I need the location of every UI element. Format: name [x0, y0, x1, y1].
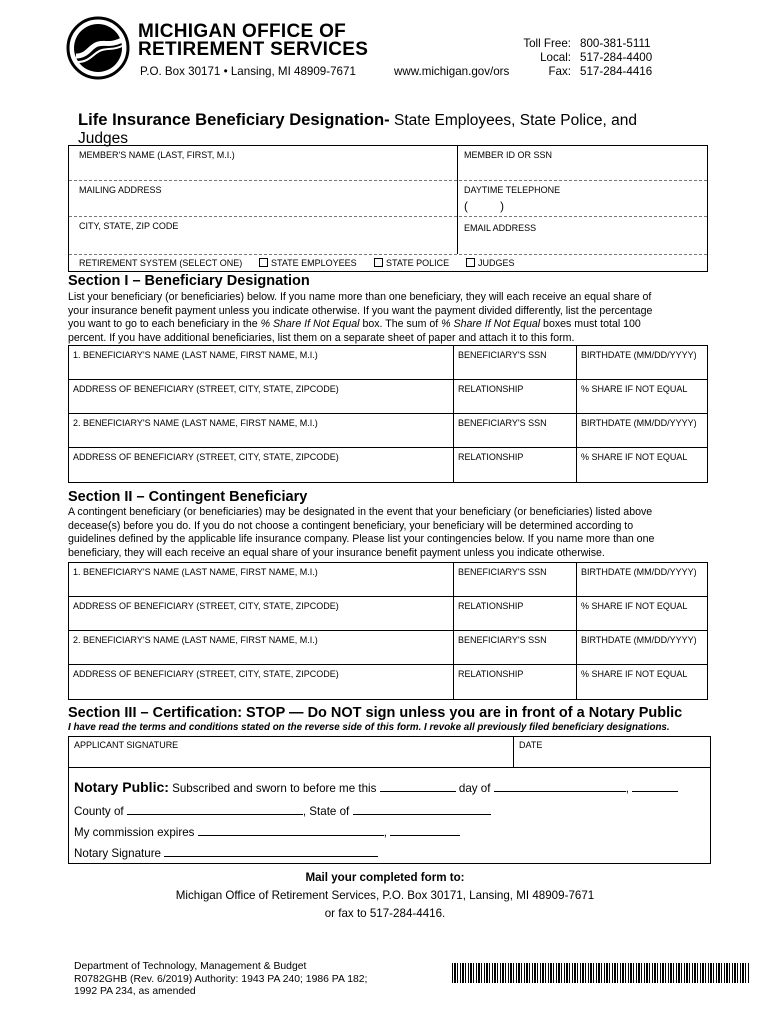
toll-free-number: 800-381-5111 [580, 37, 651, 50]
notary-month-input[interactable] [494, 780, 626, 792]
commission-expires-input[interactable] [198, 824, 384, 836]
mail-address: Michigan Office of Retirement Services, P.O. Box 30171, Lansing, MI 48909-7671 [175, 889, 595, 902]
option-state-police[interactable]: STATE POLICE [374, 258, 449, 269]
s1-r1-share-field[interactable]: % SHARE IF NOT EQUAL [576, 379, 708, 414]
local-number: 517-284-4400 [580, 51, 653, 64]
checkbox-icon[interactable] [374, 258, 383, 267]
county-state-line: County of , State of [74, 803, 491, 818]
fax-number: 517-284-4416 [580, 65, 653, 78]
retirement-system-label: RETIREMENT SYSTEM (SELECT ONE) [79, 258, 243, 268]
notary-day-input[interactable] [380, 780, 456, 792]
mail-fax: or fax to 517-284-4416. [324, 907, 446, 920]
org-name-line1: MICHIGAN OFFICE OF [138, 21, 347, 42]
s1-r2-address-field[interactable]: ADDRESS OF BENEFICIARY (STREET, CITY, STATE, ZIPCODE) [68, 447, 454, 483]
member-info-box [68, 145, 708, 272]
s1-r1-birthdate-field[interactable]: BIRTHDATE (MM/DD/YYYY) [576, 345, 708, 380]
option-judges[interactable]: JUDGES [466, 258, 515, 269]
s2-r1-birthdate-field[interactable]: BIRTHDATE (MM/DD/YYYY) [576, 562, 708, 597]
s2-r2-share-field[interactable]: % SHARE IF NOT EQUAL [576, 664, 708, 700]
local-label: Local: [540, 51, 571, 64]
s2-r2-name-field[interactable]: 2. BENEFICIARY'S NAME (LAST NAME, FIRST NAME, M.I.) [68, 630, 454, 665]
footer-authority: 1992 PA 234, as amended [74, 986, 196, 997]
s1-r2-share-field[interactable]: % SHARE IF NOT EQUAL [576, 447, 708, 483]
s1-r1-ssn-field[interactable]: BENEFICIARY'S SSN [453, 345, 577, 380]
section2-paragraph: A contingent beneficiary (or beneficiaries) may be designated in the event that your beneficiary (or beneficiaries) listed above decease(s) before you do. If you do not choose a contingent beneficiary, your beneficiary will be determined according to guidelines defined by the applicable life insurance company. Please list your contingencies below. If you name more than one beneficiary, they will each receive an equal share of your insurance benefit payment unless you indicate otherwise. [68, 506, 655, 559]
s1-r2-relationship-field[interactable]: RELATIONSHIP [453, 447, 577, 483]
notary-signature-line: Notary Signature [74, 845, 378, 860]
s1-r1-relationship-field[interactable]: RELATIONSHIP [453, 379, 577, 414]
s2-r1-name-field[interactable]: 1. BENEFICIARY'S NAME (LAST NAME, FIRST NAME, M.I.) [68, 562, 454, 597]
date-field[interactable]: DATE [519, 740, 543, 750]
s1-r1-name-field[interactable]: 1. BENEFICIARY'S NAME (LAST NAME, FIRST NAME, M.I.) [68, 345, 454, 380]
member-id-field[interactable]: MEMBER ID OR SSN [464, 150, 553, 160]
checkbox-icon[interactable] [259, 258, 268, 267]
s2-r1-address-field[interactable]: ADDRESS OF BENEFICIARY (STREET, CITY, STATE, ZIPCODE) [68, 596, 454, 631]
contact-labels [480, 37, 571, 79]
po-box-address: P.O. Box 30171 • Lansing, MI 48909-7671 [140, 65, 356, 78]
notary-signature-input[interactable] [164, 845, 378, 857]
certification-notice: I have read the terms and conditions stated on the reverse side of this form. I revoke all previously filed beneficiary designations. [68, 722, 670, 733]
s2-r2-ssn-field[interactable]: BENEFICIARY'S SSN [453, 630, 577, 665]
section3-heading: Section III – Certification: STOP — Do NOT sign unless you are in front of a Notary Public [68, 705, 683, 721]
s2-r1-relationship-field[interactable]: RELATIONSHIP [453, 596, 577, 631]
website-link[interactable]: www.michigan.gov/ors [394, 65, 510, 78]
fax-label: Fax: [548, 65, 571, 78]
footer-form-number: R0782GHB (Rev. 6/2019) Authority: 1943 PA 240; 1986 PA 182; [74, 973, 368, 985]
section1-heading: Section I – Beneficiary Designation [68, 273, 310, 289]
s2-r1-share-field[interactable]: % SHARE IF NOT EQUAL [576, 596, 708, 631]
s2-r2-address-field[interactable]: ADDRESS OF BENEFICIARY (STREET, CITY, STATE, ZIPCODE) [68, 664, 454, 700]
form-title-bold: Life Insurance Beneficiary Designation- [78, 110, 390, 129]
section2-heading: Section II – Contingent Beneficiary [68, 489, 308, 505]
applicant-signature-field[interactable]: APPLICANT SIGNATURE [74, 740, 179, 750]
org-name-line2: RETIREMENT SERVICES [138, 39, 369, 60]
commission-year-input[interactable] [390, 824, 460, 836]
footer-info [74, 961, 367, 999]
s1-r2-ssn-field[interactable]: BENEFICIARY'S SSN [453, 413, 577, 448]
option-state-employees[interactable]: STATE EMPLOYEES [259, 258, 357, 269]
mail-heading: Mail your completed form to: [305, 871, 465, 884]
contact-values [580, 37, 652, 79]
form-title-line2: Judges [78, 130, 128, 147]
daytime-telephone-field[interactable]: DAYTIME TELEPHONE [464, 185, 561, 195]
section1-paragraph: List your beneficiary (or beneficiaries) below. If you name more than one beneficiary, they will each receive an equal share of your insurance benefit payment unless you indicate otherwise. If you want the payment divided differently, list the percentage you want to go to each beneficiary in the % Share If Not Equal box. The sum of % Share If Not Equal boxes must total 100 percent. If you have additional beneficiaries, list them on a separate sheet of paper and attach it to this form. [68, 291, 653, 344]
toll-free-label: Toll Free: [523, 37, 571, 50]
email-address-field[interactable]: EMAIL ADDRESS [464, 223, 537, 233]
form-title-rest: State Employees, State Police, and [389, 112, 637, 129]
barcode-icon [452, 963, 750, 983]
state-input[interactable] [353, 803, 491, 815]
member-name-field[interactable]: MEMBER'S NAME (LAST, FIRST, M.I.) [79, 150, 235, 160]
s2-r1-ssn-field[interactable]: BENEFICIARY'S SSN [453, 562, 577, 597]
notary-public-label: Notary Public: [74, 779, 169, 795]
s1-r2-birthdate-field[interactable]: BIRTHDATE (MM/DD/YYYY) [576, 413, 708, 448]
ors-road-logo-icon [66, 16, 130, 80]
county-input[interactable] [127, 803, 303, 815]
s2-r2-relationship-field[interactable]: RELATIONSHIP [453, 664, 577, 700]
s1-r2-name-field[interactable]: 2. BENEFICIARY'S NAME (LAST NAME, FIRST NAME, M.I.) [68, 413, 454, 448]
s1-r1-address-field[interactable]: ADDRESS OF BENEFICIARY (STREET, CITY, STATE, ZIPCODE) [68, 379, 454, 414]
notary-year-input[interactable] [632, 780, 678, 792]
footer-department: Department of Technology, Management & Budget [74, 961, 307, 972]
s2-r2-birthdate-field[interactable]: BIRTHDATE (MM/DD/YYYY) [576, 630, 708, 665]
notary-statement: Notary Public: Subscribed and sworn to before me this day of , [74, 779, 678, 795]
form-title [78, 110, 637, 130]
commission-line: My commission expires , [74, 824, 460, 839]
mailing-address-field[interactable]: MAILING ADDRESS [79, 185, 162, 195]
checkbox-icon[interactable] [466, 258, 475, 267]
city-state-zip-field[interactable]: CITY, STATE, ZIP CODE [79, 221, 179, 231]
phone-area-code: ( ) [464, 200, 504, 213]
